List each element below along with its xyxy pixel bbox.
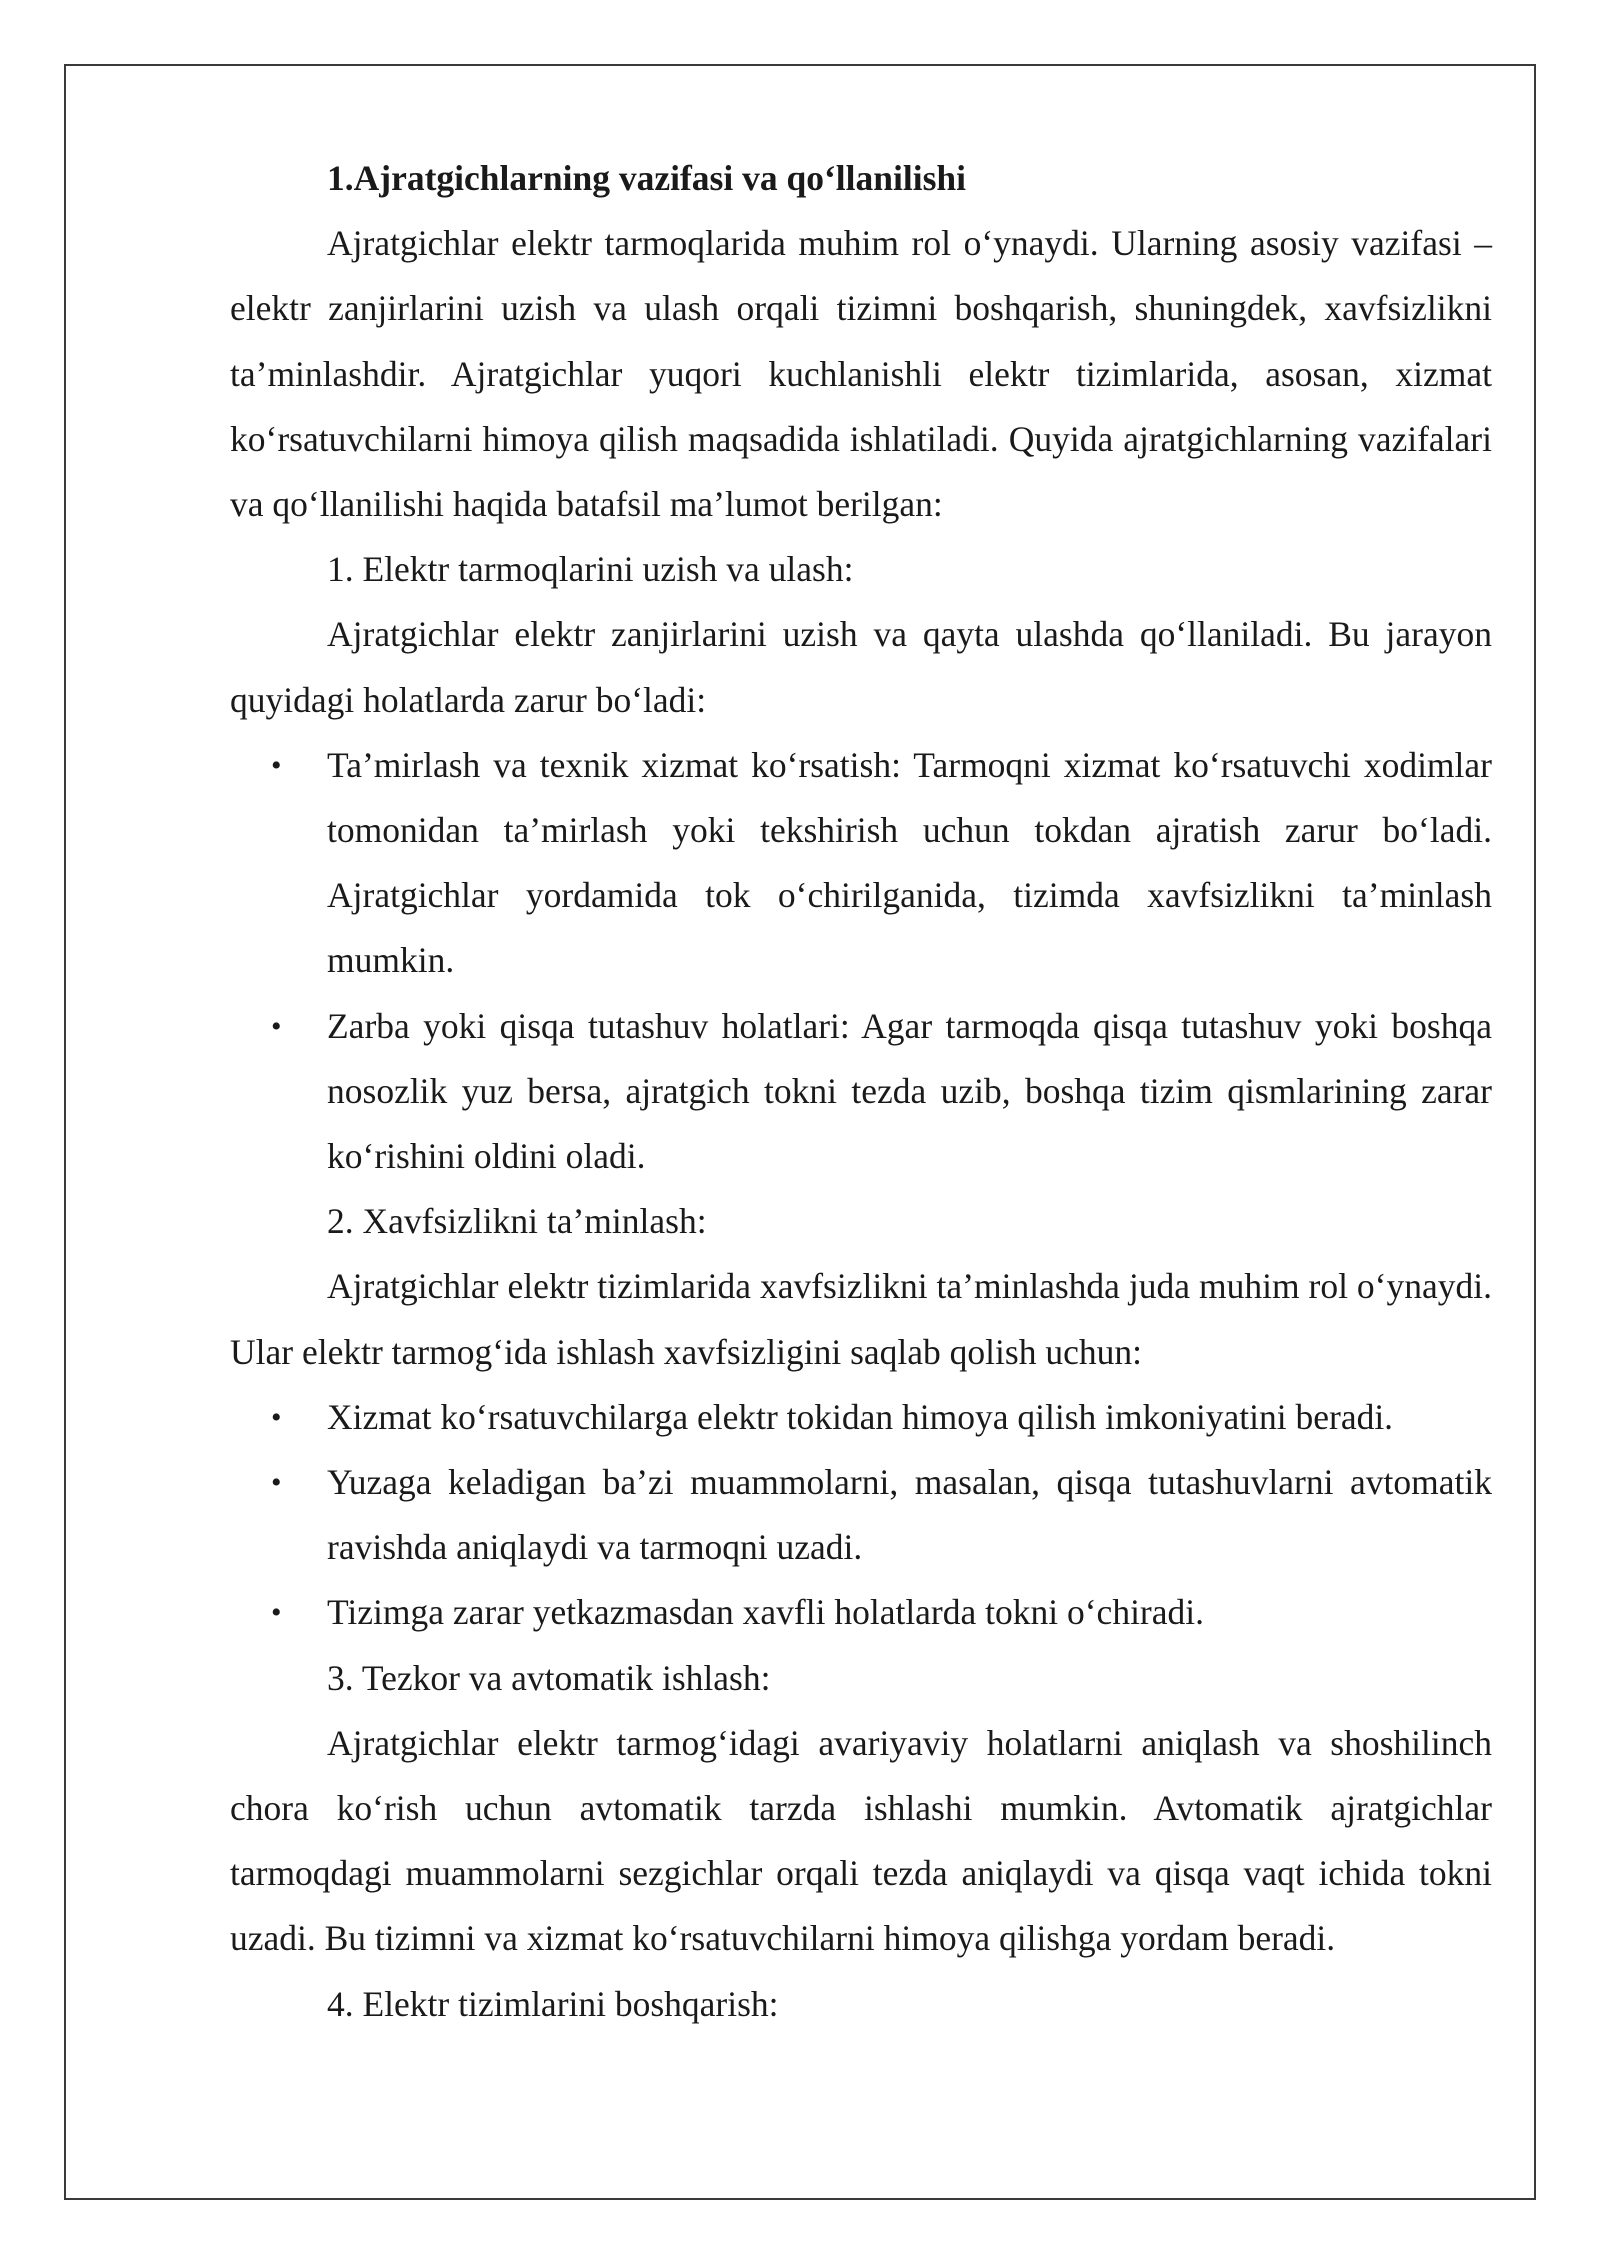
list-item-text: Zarba yoki qisqa tutashuv holatlari: Agar tarmoqda qisqa tutashuv yoki boshqa nosozlik yuz bersa, ajratgich tokni tezda uzib, boshqa tizim qismlarining zarar ko‘rishini oldini oladi. — [327, 1005, 1492, 1177]
list-item — [271, 1450, 1492, 1580]
section-2-bullet-list — [230, 1385, 1492, 1646]
list-item-text: Ta’mirlash va texnik xizmat ko‘rsatish: Tarmoqni xizmat ko‘rsatuvchi xodimlar tomonidan ta’mirlash yoki tekshirish uchun tokdan ajratish zarur bo‘ladi. Ajratgichlar yordamida tok o‘chirilganida, tizimda xavfsizlikni ta’minlash mumkin. — [327, 744, 1492, 981]
section-1-paragraph: Ajratgichlar elektr zanjirlarini uzish va qayta ulashda qo‘llaniladi. Bu jarayon quyidagi holatlarda zarur bo‘ladi: — [230, 614, 1492, 720]
section-heading: 1.Ajratgichlarning vazifasi va qo‘llanilishi — [327, 158, 967, 198]
section-1-bullet-list — [230, 733, 1492, 1189]
list-item — [271, 1385, 1492, 1450]
list-item-text: Xizmat ko‘rsatuvchilarga elektr tokidan himoya qilish imkoniyatini beradi. — [327, 1396, 1394, 1437]
section-1-title: 1. Elektr tarmoqlarini uzish va ulash: — [327, 549, 854, 590]
bullet-icon: • — [271, 748, 282, 782]
list-item — [271, 994, 1492, 1190]
list-item-text: Tizimga zarar yetkazmasdan xavfli holatlarda tokni o‘chiradi. — [327, 1592, 1204, 1633]
document-body — [230, 146, 1492, 2037]
list-item-text: Yuzaga keladigan ba’zi muammolarni, masalan, qisqa tutashuvlarni avtomatik ravishda aniqlaydi va tarmoqni uzadi. — [327, 1462, 1492, 1568]
list-item — [271, 733, 1492, 994]
section-4-title: 4. Elektr tizimlarini boshqarish: — [327, 1983, 779, 2024]
intro-paragraph: Ajratgichlar elektr tarmoqlarida muhim rol o‘ynaydi. Ularning asosiy vazifasi – elektr zanjirlarini uzish va ulash orqali tizimni boshqarish, shuningdek, xavfsizlikni ta’minlashdir. Ajratgichlar yuqori kuchlanishli elektr tizimlarida, asosan, xizmat ko‘rsatuvchilarni himoya qilish maqsadida ishlatiladi. Quyida ajratgichlarning vazifalari va qo‘llanilishi haqida batafsil ma’lumot berilgan: — [230, 223, 1492, 525]
bullet-icon: • — [271, 1466, 282, 1500]
section-2-paragraph: Ajratgichlar elektr tizimlarida xavfsizlikni ta’minlashda juda muhim rol o‘ynaydi. Ular elektr tarmog‘ida ishlash xavfsizligini saqlab qolish uchun: — [230, 1266, 1492, 1372]
bullet-icon: • — [271, 1596, 282, 1630]
section-3-title: 3. Tezkor va avtomatik ishlash: — [327, 1657, 771, 1698]
section-3-paragraph: Ajratgichlar elektr tarmog‘idagi avariyaviy holatlarni aniqlash va shoshilinch chora ko‘rish uchun avtomatik tarzda ishlashi mumkin. Avtomatik ajratgichlar tarmoqdagi muammolarni sezgichlar orqali tezda aniqlaydi va qisqa vaqt ichida tokni uzadi. Bu tizimni va xizmat ko‘rsatuvchilarni himoya qilishga yordam beradi. — [230, 1722, 1492, 1959]
section-2-title: 2. Xavfsizlikni ta’minlash: — [327, 1201, 707, 1242]
list-item — [271, 1580, 1492, 1645]
bullet-icon: • — [271, 1009, 282, 1043]
bullet-icon: • — [271, 1400, 282, 1434]
